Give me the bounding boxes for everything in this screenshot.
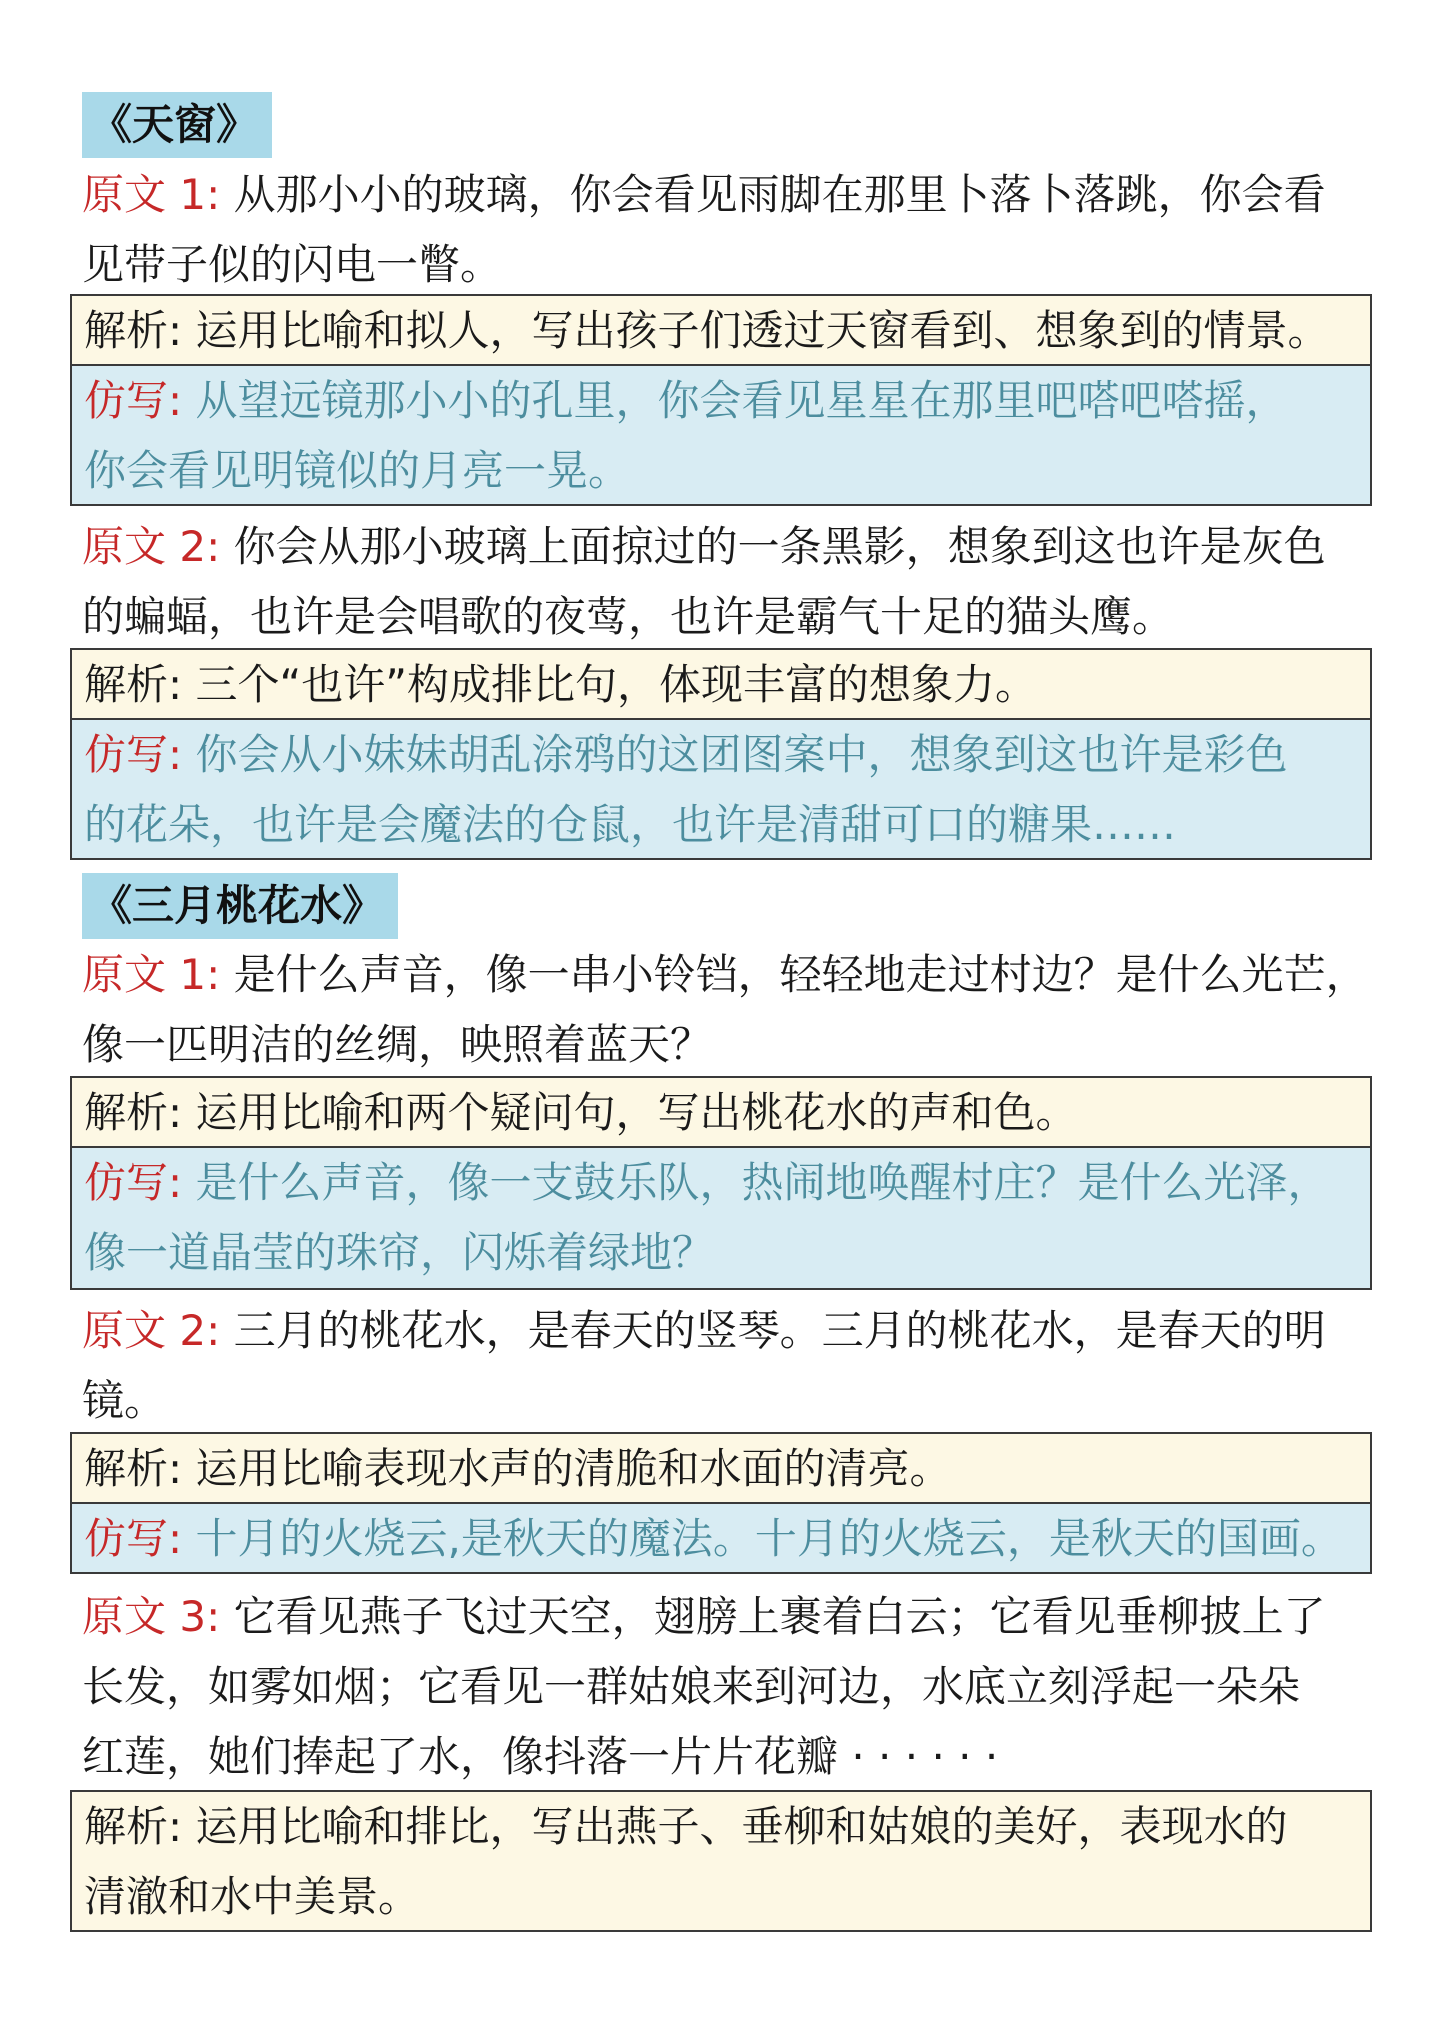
analysis-box: [70, 1076, 1372, 1148]
imitation-label: 仿写:: [84, 1158, 183, 1207]
analysis-line: 清澈和水中美景。: [84, 1872, 421, 1921]
original-line: 见带子似的闪电一瞥。: [82, 240, 503, 289]
original-line: [82, 512, 1372, 582]
analysis-line-text: 运用比喻和排比，写出燕子、垂柳和姑娘的美好，表现水的: [195, 1802, 1288, 1851]
analysis-box: [70, 294, 1372, 366]
original-label: 原文 3:: [82, 1592, 221, 1641]
imitation-line: [84, 720, 1370, 790]
original-text: [82, 160, 1372, 300]
imitation-line-text: 从望远镜那小小的孔里，你会看见星星在那里吧嗒吧嗒摇，: [195, 376, 1288, 425]
original-line: [82, 160, 1372, 230]
analysis-line-text: 运用比喻和拟人，写出孩子们透过天窗看到、想象到的情景。: [195, 306, 1330, 355]
original-line: 长发，如雾如烟；它看见一群姑娘来到河边，水底立刻浮起一朵朵: [82, 1662, 1301, 1711]
imitation-line-text: 十月的火烧云,是秋天的魔法。十月的火烧云，是秋天的国画。: [195, 1514, 1343, 1563]
analysis-line: [84, 1078, 1370, 1148]
imitation-box: [70, 364, 1372, 506]
analysis-line: [84, 1434, 1370, 1504]
analysis-label: 解析:: [84, 306, 183, 355]
original-label: 原文 2:: [82, 522, 221, 571]
original-line-text: 从那小小的玻璃，你会看见雨脚在那里卜落卜落跳，你会看: [233, 170, 1326, 219]
analysis-box: [70, 1432, 1372, 1504]
original-line-text: 是什么声音，像一串小铃铛，轻轻地走过村边？是什么光芒，: [233, 950, 1368, 999]
original-text: [82, 512, 1372, 652]
imitation-line: 像一道晶莹的珠帘，闪烁着绿地？: [84, 1228, 715, 1277]
imitation-box: [70, 1502, 1372, 1574]
analysis-line-text: 运用比喻表现水声的清脆和水面的清亮。: [195, 1444, 952, 1493]
imitation-line: [84, 1504, 1370, 1574]
original-line-text: 三月的桃花水，是春天的竖琴。三月的桃花水，是春天的明: [233, 1306, 1326, 1355]
original-text: [82, 1582, 1372, 1792]
imitation-label: 仿写:: [84, 376, 183, 425]
original-label: 原文 2:: [82, 1306, 221, 1355]
original-line: 镜。: [82, 1376, 167, 1425]
section-title: 《三月桃花水》: [82, 873, 398, 939]
original-line: 像一匹明洁的丝绸，映照着蓝天？: [82, 1020, 713, 1069]
original-line-text: 它看见燕子飞过天空，翅膀上裹着白云；它看见垂柳披上了: [233, 1592, 1326, 1641]
analysis-line: [84, 296, 1370, 366]
original-line-text: 你会从那小玻璃上面掠过的一条黑影，想象到这也许是灰色: [233, 522, 1326, 571]
analysis-box: [70, 1790, 1372, 1932]
imitation-label: 仿写:: [84, 730, 183, 779]
original-label: 原文 1:: [82, 170, 221, 219]
analysis-label: 解析:: [84, 660, 183, 709]
imitation-label: 仿写:: [84, 1514, 183, 1563]
imitation-box: [70, 718, 1372, 860]
imitation-line-text: 你会从小妹妹胡乱涂鸦的这团图案中，想象到这也许是彩色: [195, 730, 1288, 779]
imitation-line-text: 是什么声音，像一支鼓乐队，热闹地唤醒村庄？是什么光泽，: [195, 1158, 1330, 1207]
analysis-label: 解析:: [84, 1444, 183, 1493]
imitation-line: 的花朵，也许是会魔法的仓鼠，也许是清甜可口的糖果……: [84, 800, 1177, 849]
imitation-box: [70, 1146, 1372, 1290]
analysis-line: [84, 650, 1370, 720]
imitation-line: [84, 366, 1370, 436]
analysis-box: [70, 648, 1372, 720]
analysis-label: 解析:: [84, 1802, 183, 1851]
analysis-line: [84, 1792, 1370, 1862]
imitation-line: 你会看见明镜似的月亮一晃。: [84, 446, 631, 495]
imitation-line: [84, 1148, 1370, 1218]
analysis-line-text: 三个“也许”构成排比句，体现丰富的想象力。: [195, 660, 1038, 709]
original-text: [82, 1296, 1372, 1436]
section-title: 《天窗》: [82, 92, 272, 158]
analysis-label: 解析:: [84, 1088, 183, 1137]
original-text: [82, 940, 1372, 1080]
original-line: 的蝙蝠，也许是会唱歌的夜莺，也许是霸气十足的猫头鹰。: [82, 592, 1175, 641]
original-label: 原文 1:: [82, 950, 221, 999]
analysis-line-text: 运用比喻和两个疑问句，写出桃花水的声和色。: [195, 1088, 1078, 1137]
original-line: [82, 1296, 1372, 1366]
original-line: [82, 940, 1372, 1010]
original-line: 红莲，她们捧起了水，像抖落一片片花瓣 · · · · · ·: [82, 1732, 999, 1781]
original-line: [82, 1582, 1372, 1652]
